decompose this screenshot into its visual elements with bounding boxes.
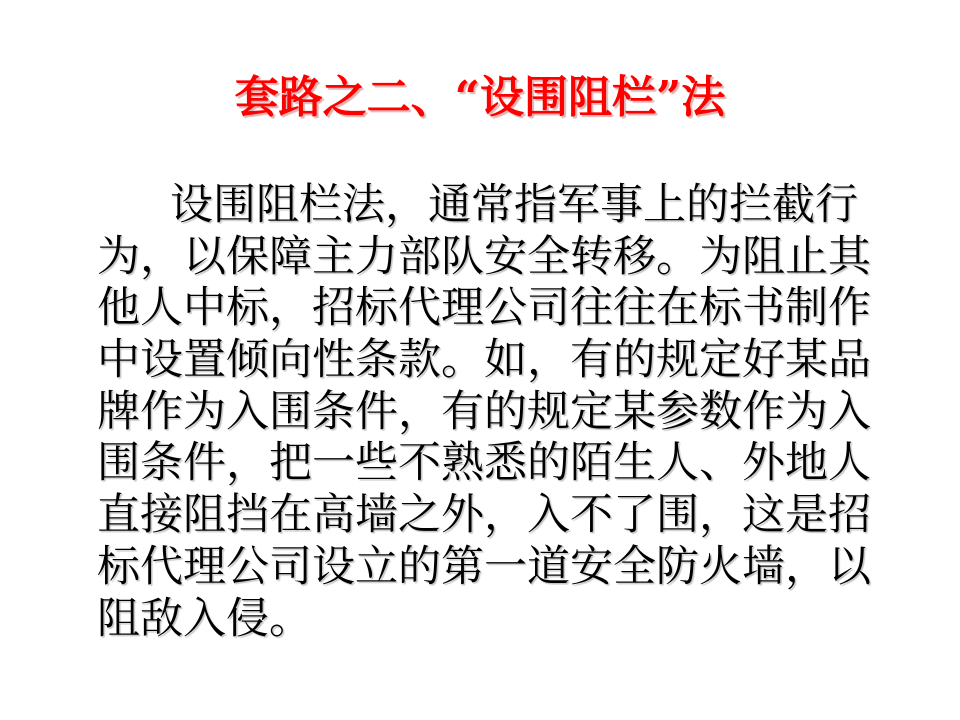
body-line: 标代理公司设立的第一道安全防火墙，以	[97, 541, 871, 592]
body-line: 围条件，把一些不熟悉的陌生人、外地人	[97, 438, 871, 489]
body-line: 他人中标，招标代理公司往往在标书制作	[97, 283, 871, 334]
body-line: 为，以保障主力部队安全转移。为阻止其	[97, 231, 871, 282]
body-line: 设围阻栏法，通常指军事上的拦截行	[170, 180, 858, 230]
body-line: 牌作为入围条件，有的规定某参数作为入	[97, 386, 871, 437]
slide-title: 套路之二、“设围阻栏”法	[234, 72, 726, 123]
body-line: 中设置倾向性条款。如，有的规定好某品	[97, 335, 871, 386]
body-line: 阻敌入侵。	[97, 593, 312, 644]
body-line: 直接阻挡在高墙之外，入不了围，这是招	[97, 490, 871, 541]
slide-body-text	[97, 180, 873, 645]
